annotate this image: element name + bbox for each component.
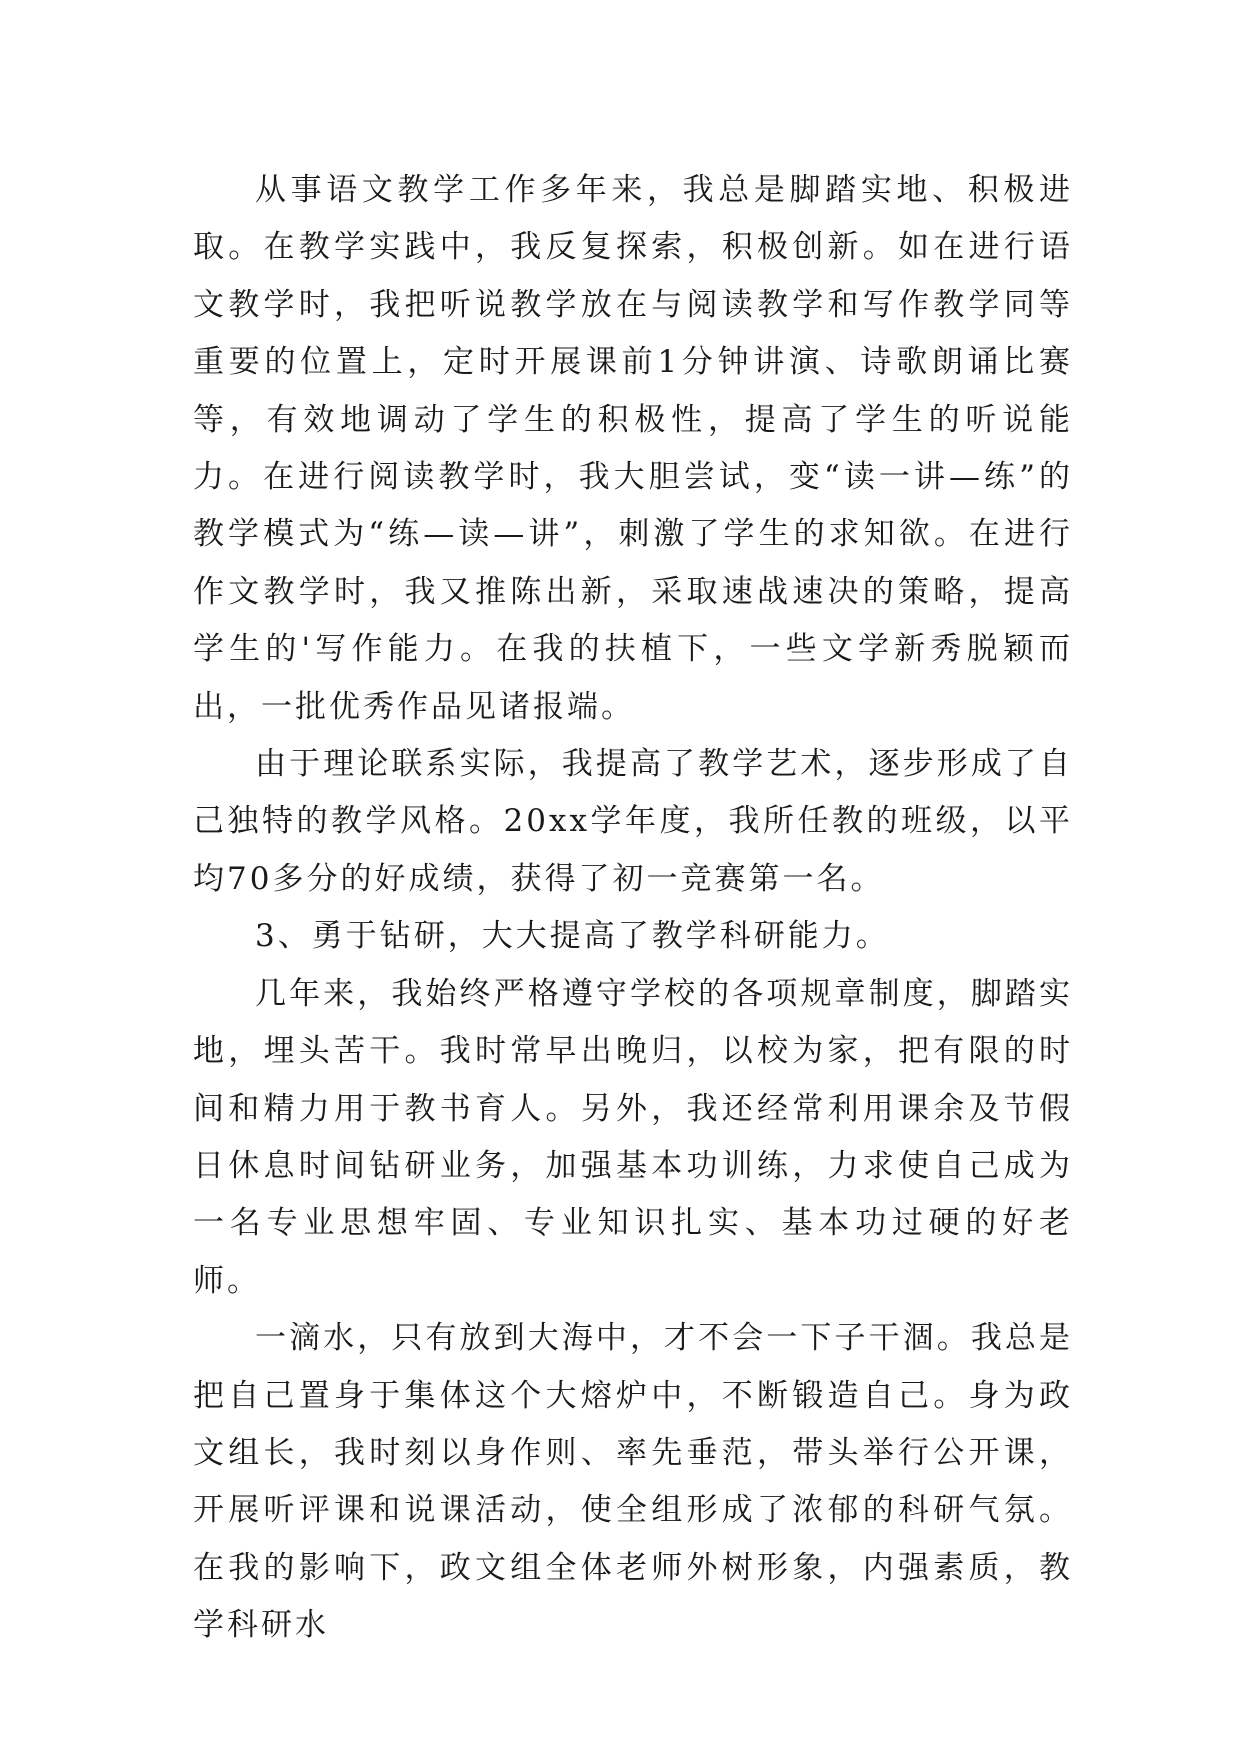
paragraph-section-heading: 3、勇于钻研，大大提高了教学科研能力。 [255,918,890,955]
paragraph-diligence: 几年来，我始终严格遵守学校的各项规章制度，脚踏实地，埋头苦干。我时常早出晚归，以校为家，把有限的时间和精力用于教书育人。另外，我还经常利用课余及节假日休息时间钻研业务，加强基本功训练，力求使自己成为一名专业思想牢固、专业知识扎实、基本功过硬的好老师。 [193,975,1073,1299]
document-body [193,162,1073,1655]
paragraph-teaching-practice: 从事语文教学工作多年来，我总是脚踏实地、积极进取。在教学实践中，我反复探索，积极创新。如在进行语文教学时，我把听说教学放在与阅读教学和写作教学同等重要的位置上，定时开展课前1分钟讲演、诗歌朗诵比赛等，有效地调动了学生的积极性，提高了学生的听说能力。在进行阅读教学时，我大胆尝试，变“读一讲—练”的教学模式为“练—读—讲”，刺激了学生的求知欲。在进行作文教学时，我又推陈出新，采取速战速决的策略，提高学生的'写作能力。在我的扶植下，一些文学新秀脱颖而出，一批优秀作品见诸报端。 [193,172,1073,725]
paragraph-collective: 一滴水，只有放到大海中，才不会一下子干涸。我总是把自己置身于集体这个大熔炉中，不断锻造自己。身为政文组长，我时刻以身作则、率先垂范，带头举行公开课，开展听评课和说课活动，使全组形成了浓郁的科研气氛。在我的影响下，政文组全体老师外树形象，内强素质，教学科研水 [193,1320,1073,1644]
paragraph-teaching-style: 由于理论联系实际，我提高了教学艺术，逐步形成了自己独特的教学风格。20xx学年度，我所任教的班级，以平均70多分的好成绩，获得了初一竞赛第一名。 [193,746,1073,897]
